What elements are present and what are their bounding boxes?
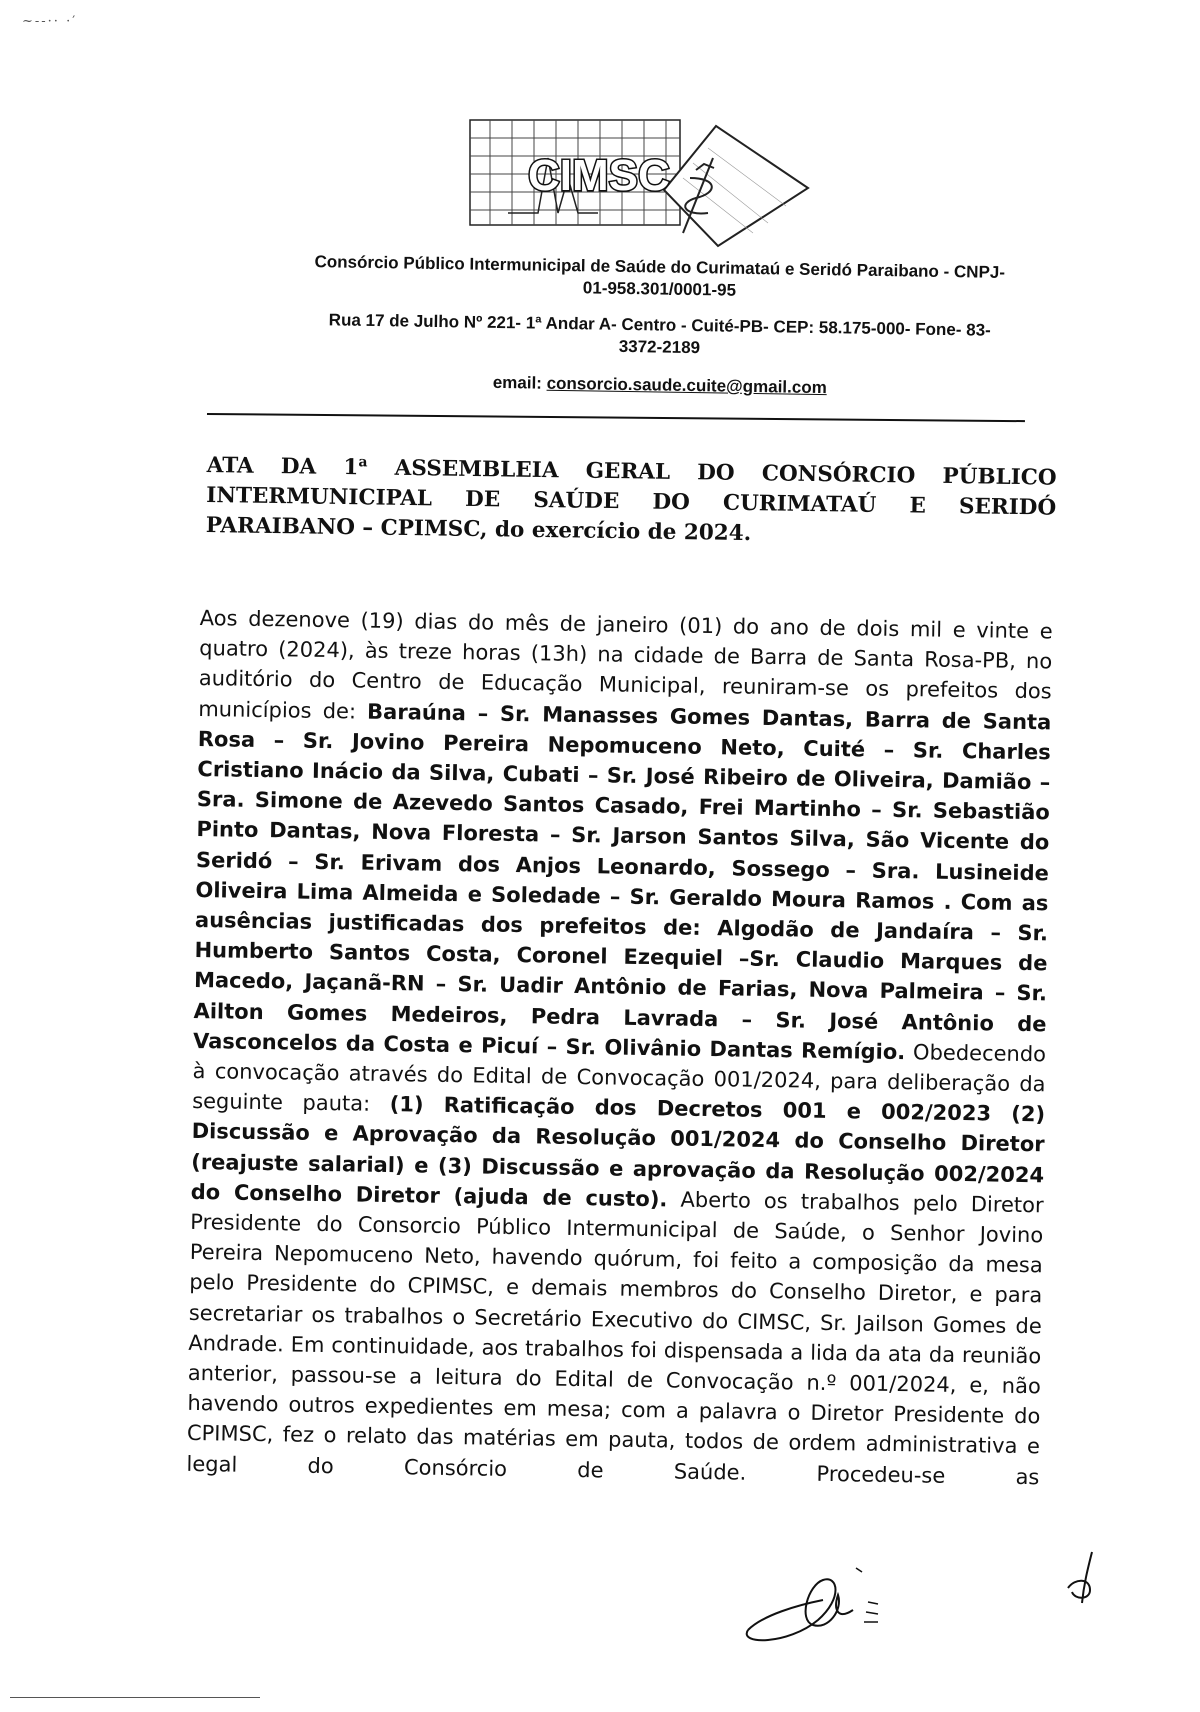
email-label: email:	[492, 372, 543, 393]
title-part-b: ASSEMBLEIA GERAL DO CONSÓRCIO PÚBLICO INTERMUNICIPAL DE SAÚDE DO CURIMATAÚ E SERIDÓ PARAIBANO – CPIMSC, do exercício de 2024.	[205, 455, 1057, 547]
header-phone-line: 3372-2189	[618, 336, 701, 358]
body-segment-2: Baraúna – Sr. Manasses Gomes Dantas, Barra de Santa Rosa – Sr. Jovino Pereira Nepomuceno Neto, Cuité – Sr. Charles Cristiano Inácio da Silva, Cubati – Sr. José Ribeiro de Oliveira, Damião – Sra. Simone de Azevedo Santos Casado, Frei Martinho – Sr. Sebastião Pinto Dantas, Nova Floresta – Sr. Jarson Santos Silva, São Vicente do Seridó – Sr. Erivam dos Anjos Leonardo, Sossego – Sra. Lusineide Oliveira Lima Almeida e Soledade – Sr. Geraldo Moura Ramos . Com as ausências justificadas dos prefeitos de: Algodão de Jandaíra – Sr. Humberto Santos Costa, Coronel Ezequiel –Sr. Claudio Marques de Macedo, Jaçanã-RN – Sr. Uadir Antônio de Farias, Nova Palmeira – Sr. Ailton Gomes Medeiros, Pedra Lavrada – Sr. José Antônio de Vasconcelos da Costa e Picuí – Sr. Olivânio Dantas Remígio.	[192, 699, 1052, 1064]
header-address-line: Rua 17 de Julho Nº 221- 1ª Andar A- Centro - Cuité-PB- CEP: 58.175-000- Fone- 83-	[328, 310, 991, 340]
logo-text: CIMSC	[528, 151, 670, 200]
header-org-line: Consórcio Público Intermunicipal de Saúde do Curimataú e Seridó Paraibano - CNPJ-	[314, 252, 1006, 282]
header-address	[244, 308, 1075, 365]
header-email	[245, 368, 1075, 403]
body-segment-1: Aos dezenove (19) dias do mês de janeiro (01) do ano de dois mil e vinte e quatro (2024), às treze horas (13h) na cidade de Barra de Santa Rosa-PB, no auditório do Centro de Educação Municipal, reuniram-se os prefeitos dos municípios de:	[198, 605, 1053, 724]
footer-line	[10, 1697, 260, 1698]
document-title	[206, 445, 1057, 554]
initials	[1060, 1548, 1110, 1608]
title-superscript: a	[358, 454, 368, 471]
header-org-name	[244, 250, 1075, 307]
cimsc-logo	[468, 118, 813, 258]
body-segment-3: Obedecendo à convocação através do Edital de Convocação 001/2024, para deliberação da seguinte pauta:	[191, 1039, 1047, 1117]
header-cnpj-line: 01-958.301/0001-95	[582, 278, 737, 300]
body-segment-4: (1) Ratificação dos Decretos 001 e 002/2023 (2) Discussão e Aprovação da Resolução 001/2024 do Conselho Diretor (reajuste salarial) e (3) Discussão e aprovação da Resolução 002/2024 do Conselho Diretor (ajuda de custo).	[190, 1092, 1046, 1212]
signature	[728, 1550, 908, 1650]
document-body	[186, 603, 1053, 1492]
title-part-a: ATA DA 1	[206, 452, 359, 481]
scan-mark: ~--·· ·′	[22, 14, 78, 29]
header-divider	[207, 413, 1025, 422]
email-link[interactable]: consorcio.saude.cuite@gmail.com	[546, 373, 827, 398]
body-segment-5: Aberto os trabalhos pelo Diretor Presidente do Consorcio Público Intermunicipal de Saúde, o Senhor Jovino Pereira Nepomuceno Neto, havendo quórum, foi feito a composição da mesa pelo Presidente do CPIMSC, e demais membros do Conselho Diretor, e para secretariar os trabalhos o Secretário Executivo do CIMSC, Sr. Jailson Gomes de Andrade. Em continuidade, aos trabalhos foi dispensada a lida da ata da reunião anterior, passou-se a leitura do Edital de Convocação n.º 001/2024, e, não havendo outros expedientes em mesa; com a palavra o Diretor Presidente do CPIMSC, fez o relato das matérias em pauta, todos de ordem administrativa e legal do Consórcio de Saúde. Procedeu-se as	[186, 1187, 1044, 1489]
